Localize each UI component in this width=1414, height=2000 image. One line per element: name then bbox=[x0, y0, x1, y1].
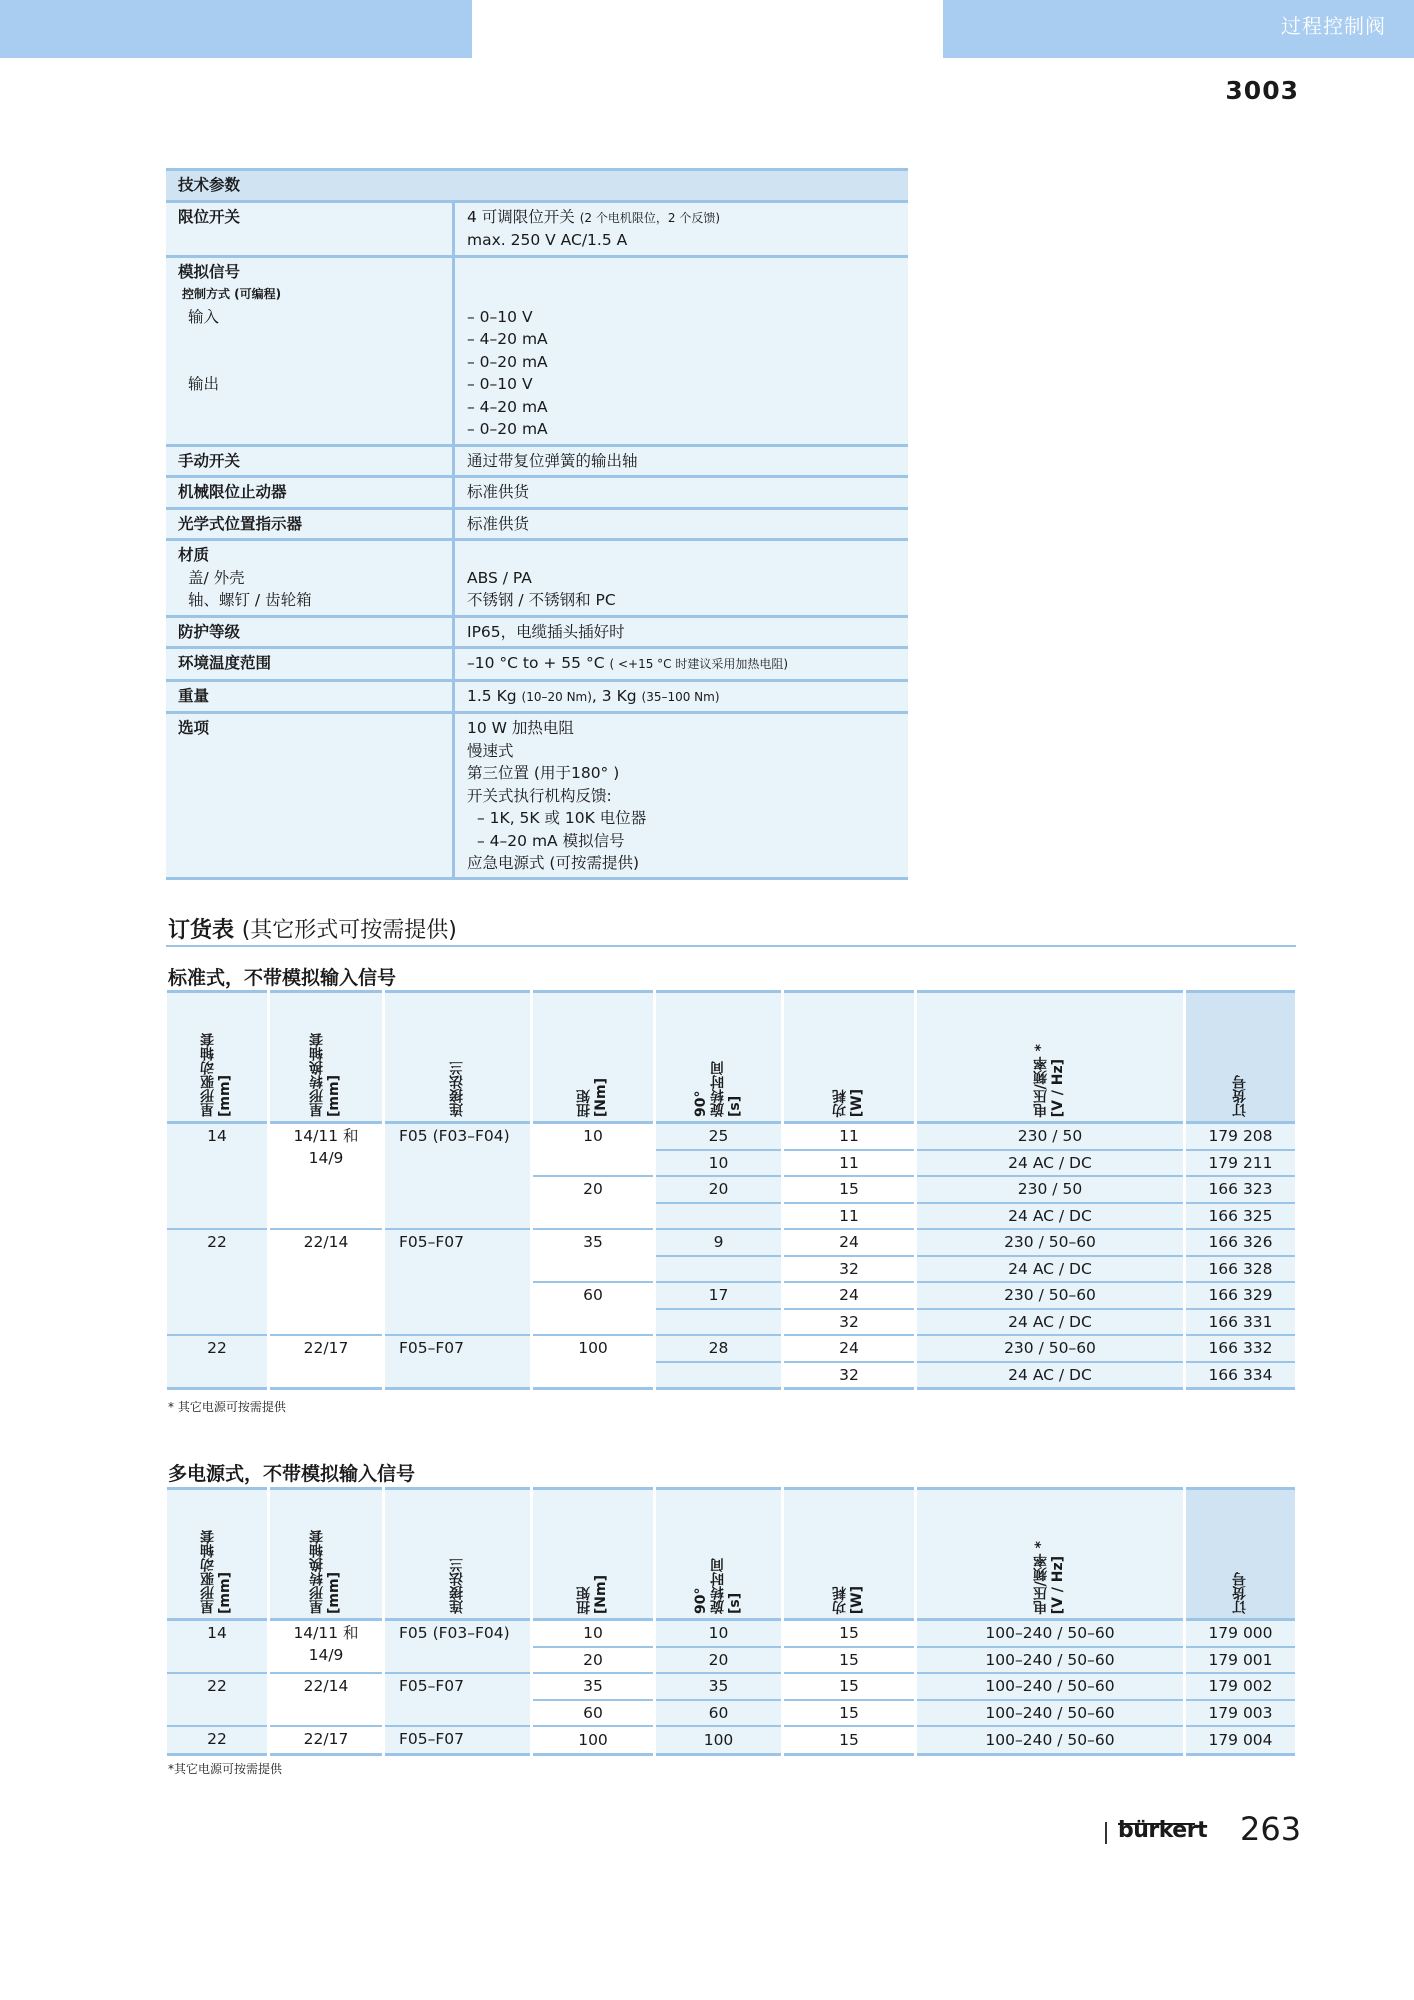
voltage-cell: 230 / 50 bbox=[916, 1176, 1185, 1203]
torque-cell: 10 bbox=[532, 1123, 655, 1177]
value-limit-switch bbox=[454, 201, 909, 256]
voltage-cell: 100–240 / 50–60 bbox=[916, 1700, 1185, 1727]
rotation-time-cell: 17 bbox=[655, 1282, 783, 1309]
rotation-time-cell bbox=[655, 1256, 783, 1283]
option-line: 开关式执行机构反馈: bbox=[467, 786, 612, 805]
flange-cell: F05 (F03–F04) bbox=[384, 1620, 532, 1674]
voltage-cell: 100–240 / 50–60 bbox=[916, 1647, 1185, 1674]
order-title-main: 订货表 bbox=[168, 918, 235, 943]
drive-sleeve-cell: 22 bbox=[167, 1229, 269, 1335]
power-cell: 15 bbox=[783, 1647, 916, 1674]
voltage-cell: 230 / 50–60 bbox=[916, 1229, 1185, 1256]
value-analog-signal bbox=[454, 256, 909, 445]
adapt-sleeve-cell bbox=[269, 1726, 384, 1754]
power-cell: 32 bbox=[783, 1362, 916, 1389]
table-row bbox=[167, 1229, 1295, 1256]
adapt-sleeve-value: 22/14 bbox=[303, 1677, 349, 1695]
row-protection bbox=[166, 616, 908, 648]
order-number-cell: 166 334 bbox=[1185, 1362, 1296, 1389]
table-row bbox=[167, 1123, 1295, 1150]
drive-sleeve-cell: 14 bbox=[167, 1123, 269, 1230]
weight-note-1: (10–20 Nm) bbox=[521, 689, 592, 704]
col-flange: 连接法兰 bbox=[384, 992, 532, 1123]
adapt-sleeve-value: 22/14 bbox=[303, 1233, 349, 1251]
header-band-left bbox=[0, 0, 472, 58]
col-order-no: 订货号 bbox=[1185, 992, 1296, 1123]
voltage-cell: 230 / 50–60 bbox=[916, 1282, 1185, 1309]
order-section-title bbox=[168, 913, 457, 944]
limit-switch-count: 4 可调限位开关 bbox=[467, 207, 575, 226]
drive-sleeve-cell: 22 bbox=[167, 1726, 269, 1754]
order-number-cell: 179 208 bbox=[1185, 1123, 1296, 1150]
adapt-sleeve-value: 14/11 和 bbox=[293, 1127, 359, 1145]
torque-cell: 35 bbox=[532, 1673, 655, 1700]
order-number-cell: 166 326 bbox=[1185, 1229, 1296, 1256]
rotation-time-cell bbox=[655, 1203, 783, 1230]
analog-value: – 4–20 mA bbox=[467, 397, 548, 416]
value-shaft: 不锈钢 / 不锈钢和 PC bbox=[467, 591, 616, 609]
adapt-sleeve-cell bbox=[269, 1229, 384, 1335]
tech-spec-table bbox=[166, 168, 908, 880]
rotation-time-cell: 10 bbox=[655, 1620, 783, 1647]
voltage-cell: 24 AC / DC bbox=[916, 1256, 1185, 1283]
adapt-sleeve-value: 14/9 bbox=[308, 1646, 344, 1664]
voltage-cell: 100–240 / 50–60 bbox=[916, 1620, 1185, 1647]
option-line: 10 W 加热电阻 bbox=[467, 719, 574, 737]
col-torque: 扭矩 [Nm] bbox=[532, 1489, 655, 1620]
order-number-cell: 166 328 bbox=[1185, 1256, 1296, 1283]
adapt-sleeve-cell bbox=[269, 1123, 384, 1230]
torque-cell: 100 bbox=[532, 1335, 655, 1389]
label-input: 输入 bbox=[188, 307, 220, 326]
analog-value: – 0–20 mA bbox=[467, 352, 548, 371]
torque-cell: 100 bbox=[532, 1726, 655, 1754]
voltage-cell: 24 AC / DC bbox=[916, 1309, 1185, 1336]
power-cell: 11 bbox=[783, 1203, 916, 1230]
power-cell: 24 bbox=[783, 1282, 916, 1309]
table-row bbox=[167, 1673, 1295, 1700]
voltage-cell: 100–240 / 50–60 bbox=[916, 1726, 1185, 1754]
multi-footnote: *其它电源可按需提供 bbox=[168, 1762, 283, 1776]
limit-switch-note: (2 个电机限位，2 个反馈) bbox=[579, 210, 720, 225]
torque-cell: 60 bbox=[532, 1700, 655, 1727]
col-flange: 连接法兰 bbox=[384, 1489, 532, 1620]
col-rotation-time: 90° 旋转时间 [s] bbox=[655, 1489, 783, 1620]
adapt-sleeve-cell bbox=[269, 1673, 384, 1726]
label-weight: 重量 bbox=[166, 680, 454, 713]
label-control-mode: 控制方式 (可编程) bbox=[182, 287, 282, 301]
torque-cell: 35 bbox=[532, 1229, 655, 1282]
table-row bbox=[167, 1726, 1295, 1754]
label-manual-switch: 手动开关 bbox=[166, 445, 454, 477]
power-cell: 24 bbox=[783, 1229, 916, 1256]
section-divider bbox=[166, 945, 1296, 947]
flange-cell: F05–F07 bbox=[384, 1726, 532, 1754]
analog-value: – 0–10 V bbox=[467, 375, 533, 393]
power-cell: 11 bbox=[783, 1150, 916, 1177]
adapt-sleeve-cell bbox=[269, 1620, 384, 1674]
order-number-cell: 166 323 bbox=[1185, 1176, 1296, 1203]
rotation-time-cell: 100 bbox=[655, 1726, 783, 1754]
voltage-cell: 24 AC / DC bbox=[916, 1362, 1185, 1389]
order-number-cell: 166 332 bbox=[1185, 1335, 1296, 1362]
standard-order-table bbox=[167, 990, 1295, 1390]
option-line: – 1K, 5K 或 10K 电位器 bbox=[477, 809, 647, 827]
voltage-cell: 24 AC / DC bbox=[916, 1203, 1185, 1230]
col-power: 功耗 [W] bbox=[783, 992, 916, 1123]
label-optical-indicator: 光学式位置指示器 bbox=[166, 508, 454, 540]
power-cell: 11 bbox=[783, 1123, 916, 1150]
col-power: 功耗 [W] bbox=[783, 1489, 916, 1620]
col-order-no: 订货号 bbox=[1185, 1489, 1296, 1620]
rotation-time-cell: 10 bbox=[655, 1150, 783, 1177]
power-cell: 32 bbox=[783, 1256, 916, 1283]
label-options: 选项 bbox=[166, 713, 454, 879]
row-temperature bbox=[166, 648, 908, 681]
tech-table-heading: 技术参数 bbox=[166, 170, 908, 202]
adapt-sleeve-value: 14/9 bbox=[308, 1149, 344, 1167]
order-number-cell: 166 329 bbox=[1185, 1282, 1296, 1309]
flange-cell: F05–F07 bbox=[384, 1673, 532, 1726]
label-material: 材质 bbox=[178, 546, 210, 564]
rotation-time-cell: 60 bbox=[655, 1700, 783, 1727]
voltage-cell: 24 AC / DC bbox=[916, 1150, 1185, 1177]
weight-value-1: 1.5 Kg bbox=[467, 686, 517, 705]
order-number-cell: 179 001 bbox=[1185, 1647, 1296, 1674]
rotation-time-cell: 25 bbox=[655, 1123, 783, 1150]
row-options bbox=[166, 713, 908, 879]
weight-value-2: , 3 Kg bbox=[591, 686, 637, 705]
torque-cell: 20 bbox=[532, 1647, 655, 1674]
order-number-cell: 179 000 bbox=[1185, 1620, 1296, 1647]
analog-value: – 0–10 V bbox=[467, 307, 533, 326]
limit-switch-rating: max. 250 V AC/1.5 A bbox=[467, 231, 628, 249]
order-title-suffix: (其它形式可按需提供) bbox=[241, 918, 457, 943]
power-cell: 15 bbox=[783, 1673, 916, 1700]
power-cell: 32 bbox=[783, 1309, 916, 1336]
row-mech-limit bbox=[166, 477, 908, 509]
flange-cell: F05–F07 bbox=[384, 1335, 532, 1389]
rotation-time-cell: 28 bbox=[655, 1335, 783, 1362]
voltage-cell: 230 / 50 bbox=[916, 1123, 1185, 1150]
weight-note-2: (35–100 Nm) bbox=[641, 689, 720, 704]
label-protection: 防护等级 bbox=[166, 616, 454, 648]
drive-sleeve-cell: 22 bbox=[167, 1335, 269, 1389]
col-drive-sleeve: 星形驱动轴套 [mm] bbox=[167, 992, 269, 1123]
adapt-sleeve-cell bbox=[269, 1335, 384, 1389]
rotation-time-cell: 35 bbox=[655, 1673, 783, 1700]
rotation-time-cell: 9 bbox=[655, 1229, 783, 1256]
label-limit-switch: 限位开关 bbox=[166, 201, 454, 256]
standard-footnote: * 其它电源可按需提供 bbox=[168, 1400, 286, 1414]
option-line: 应急电源式 (可按需提供) bbox=[467, 854, 640, 872]
adapt-sleeve-value: 22/17 bbox=[303, 1730, 349, 1748]
voltage-cell: 230 / 50–60 bbox=[916, 1335, 1185, 1362]
option-line: 第三位置 (用于180° ) bbox=[467, 764, 620, 782]
col-torque: 扭矩 [Nm] bbox=[532, 992, 655, 1123]
order-number-cell: 166 331 bbox=[1185, 1309, 1296, 1336]
adapt-sleeve-value: 22/17 bbox=[303, 1339, 349, 1357]
label-temperature: 环境温度范围 bbox=[166, 648, 454, 681]
drive-sleeve-cell: 22 bbox=[167, 1673, 269, 1726]
col-rotation-time: 90° 旋转时间 [s] bbox=[655, 992, 783, 1123]
value-optical-indicator: 标准供货 bbox=[454, 508, 909, 540]
analog-value: – 0–20 mA bbox=[467, 420, 548, 438]
label-analog-signal: 模拟信号 bbox=[178, 262, 241, 281]
rotation-time-cell bbox=[655, 1309, 783, 1336]
label-output: 输出 bbox=[188, 375, 220, 393]
rotation-time-cell: 20 bbox=[655, 1176, 783, 1203]
label-mech-limit: 机械限位止动器 bbox=[166, 477, 454, 509]
label-cover: 盖/ 外壳 bbox=[188, 568, 245, 587]
row-weight bbox=[166, 680, 908, 713]
temperature-note: ( <+15 °C 时建议采用加热电阻) bbox=[609, 657, 789, 671]
adapt-sleeve-value: 14/11 和 bbox=[293, 1624, 359, 1642]
power-cell: 24 bbox=[783, 1335, 916, 1362]
col-voltage: 电压/频率 * [V / Hz] bbox=[916, 1489, 1185, 1620]
drive-sleeve-cell: 14 bbox=[167, 1620, 269, 1674]
torque-cell: 20 bbox=[532, 1176, 655, 1229]
value-options bbox=[454, 713, 909, 879]
table-row bbox=[167, 1335, 1295, 1362]
order-number-cell: 179 211 bbox=[1185, 1150, 1296, 1177]
value-manual-switch: 通过带复位弹簧的输出轴 bbox=[454, 445, 909, 477]
option-line: 慢速式 bbox=[467, 741, 514, 760]
torque-cell: 10 bbox=[532, 1620, 655, 1647]
torque-cell: 60 bbox=[532, 1282, 655, 1335]
analog-value: – 4–20 mA bbox=[467, 330, 548, 348]
header-band-right bbox=[943, 0, 1414, 58]
footer-separator bbox=[1105, 1822, 1107, 1844]
voltage-cell: 100–240 / 50–60 bbox=[916, 1673, 1185, 1700]
power-cell: 15 bbox=[783, 1176, 916, 1203]
table-row bbox=[167, 1620, 1295, 1647]
value-protection: IP65，电缆插头插好时 bbox=[454, 616, 909, 648]
power-cell: 15 bbox=[783, 1726, 916, 1754]
standard-subtitle: 标准式，不带模拟输入信号 bbox=[168, 967, 397, 989]
model-number: 3003 bbox=[1225, 76, 1299, 105]
label-shaft: 轴、螺钉 / 齿轮箱 bbox=[188, 591, 312, 609]
row-manual-switch bbox=[166, 445, 908, 477]
category-label: 过程控制阀 bbox=[1281, 14, 1386, 38]
power-cell: 15 bbox=[783, 1620, 916, 1647]
col-adapt-sleeve: 星形转换轴套 [mm] bbox=[269, 1489, 384, 1620]
row-limit-switch bbox=[166, 201, 908, 256]
row-optical-indicator bbox=[166, 508, 908, 540]
col-adapt-sleeve: 星形转换轴套 [mm] bbox=[269, 992, 384, 1123]
order-number-cell: 179 004 bbox=[1185, 1726, 1296, 1754]
order-number-cell: 179 002 bbox=[1185, 1673, 1296, 1700]
flange-cell: F05–F07 bbox=[384, 1229, 532, 1335]
value-cover: ABS / PA bbox=[467, 568, 532, 587]
flange-cell: F05 (F03–F04) bbox=[384, 1123, 532, 1230]
col-drive-sleeve: 星形驱动轴套 [mm] bbox=[167, 1489, 269, 1620]
page-number: 263 bbox=[1240, 1810, 1302, 1848]
order-number-cell: 166 325 bbox=[1185, 1203, 1296, 1230]
option-line: – 4–20 mA 模拟信号 bbox=[477, 831, 625, 850]
multi-order-table bbox=[167, 1487, 1295, 1756]
rotation-time-cell bbox=[655, 1362, 783, 1389]
power-cell: 15 bbox=[783, 1700, 916, 1727]
order-number-cell: 179 003 bbox=[1185, 1700, 1296, 1727]
row-material bbox=[166, 540, 908, 617]
brand-logo: bürkert bbox=[1118, 1818, 1208, 1843]
col-voltage: 电压/频率 * [V / Hz] bbox=[916, 992, 1185, 1123]
rotation-time-cell: 20 bbox=[655, 1647, 783, 1674]
value-mech-limit: 标准供货 bbox=[454, 477, 909, 509]
value-temperature: –10 °C to + 55 °C bbox=[467, 654, 605, 672]
multi-subtitle: 多电源式，不带模拟输入信号 bbox=[168, 1463, 416, 1485]
row-analog-signal bbox=[166, 256, 908, 445]
